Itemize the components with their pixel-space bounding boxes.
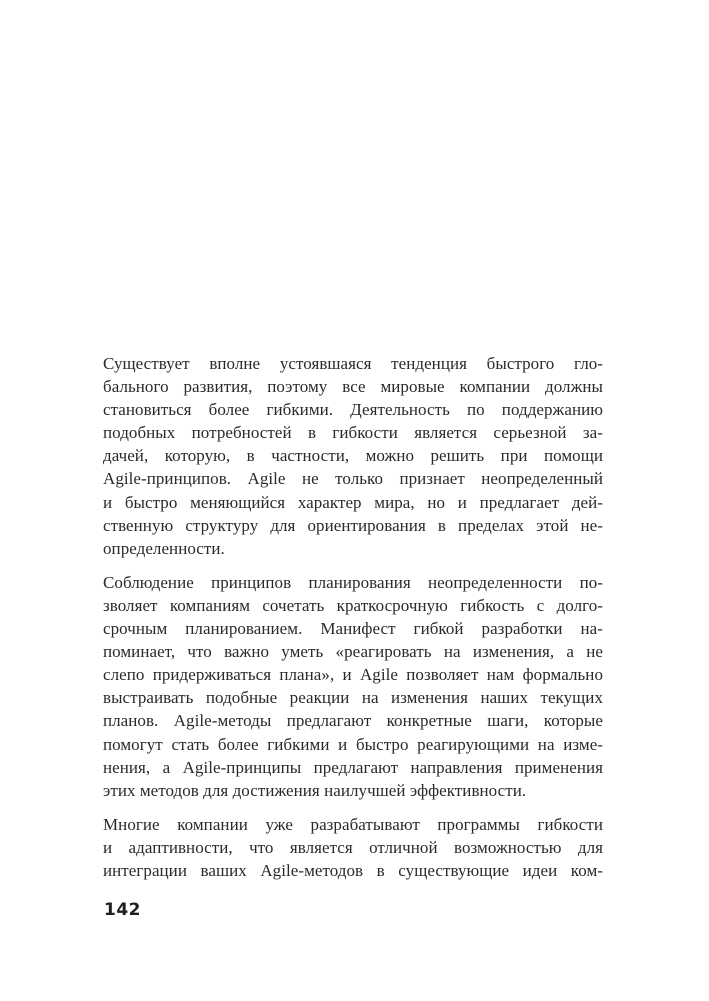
text-line: Существует вполне устоявшаяся тенденция быстрого гло- bbox=[103, 354, 603, 373]
text-line: и адаптивности, что является отличной возможностью для bbox=[103, 837, 603, 857]
text-line: и быстро меняющийся характер мира, но и предлагает дей- bbox=[103, 492, 603, 512]
text-line: интеграции ваших Agile-методов в существующие идеи ком- bbox=[103, 860, 603, 880]
text-line: нения, а Agile-принципы предлагают направления применения bbox=[103, 757, 603, 777]
text-line: ственную структуру для ориентирования в пределах этой не- bbox=[103, 515, 603, 535]
text-line: помогут стать более гибкими и быстро реагирующими на изме- bbox=[103, 734, 603, 754]
paragraph-spacer bbox=[103, 802, 603, 813]
text-line: выстраивать подобные реакции на изменения наших текущих bbox=[103, 688, 603, 708]
text-line: планов. Agile-методы предлагают конкретные шаги, которые bbox=[103, 711, 603, 731]
text-line: Agile-принципов. Agile не только признает неопределенный bbox=[103, 469, 603, 489]
text-line: этих методов для достижения наилучшей эффективности. bbox=[103, 780, 527, 800]
text-line: слепо придерживаться плана», и Agile позволяет нам формально bbox=[103, 665, 603, 685]
text-line: дачей, которую, в частности, можно решить при помощи bbox=[103, 446, 603, 466]
paragraph-1 bbox=[103, 352, 603, 560]
text-line: срочным планированием. Манифест гибкой разработки на- bbox=[103, 619, 603, 639]
text-line: зволяет компаниям сочетать краткосрочную гибкость с долго- bbox=[103, 595, 603, 615]
text-line: Многие компании уже разрабатывают программы гибкости bbox=[103, 814, 603, 834]
text-line: определенности. bbox=[103, 538, 225, 558]
text-line: становиться более гибкими. Деятельность по поддержанию bbox=[103, 400, 603, 420]
page-number: 142 bbox=[104, 900, 141, 920]
text-line: Соблюдение принципов планирования неопределенности по- bbox=[103, 572, 603, 592]
text-line: поминает, что важно уметь «реагировать на изменения, а не bbox=[103, 642, 603, 662]
text-line: бального развития, поэтому все мировые компании должны bbox=[103, 377, 603, 397]
text-line: подобных потребностей в гибкости является серьезной за- bbox=[103, 423, 603, 443]
paragraph-2 bbox=[103, 571, 603, 802]
paragraph-3 bbox=[103, 813, 603, 882]
paragraph-spacer bbox=[103, 560, 603, 571]
body-text bbox=[103, 352, 603, 882]
